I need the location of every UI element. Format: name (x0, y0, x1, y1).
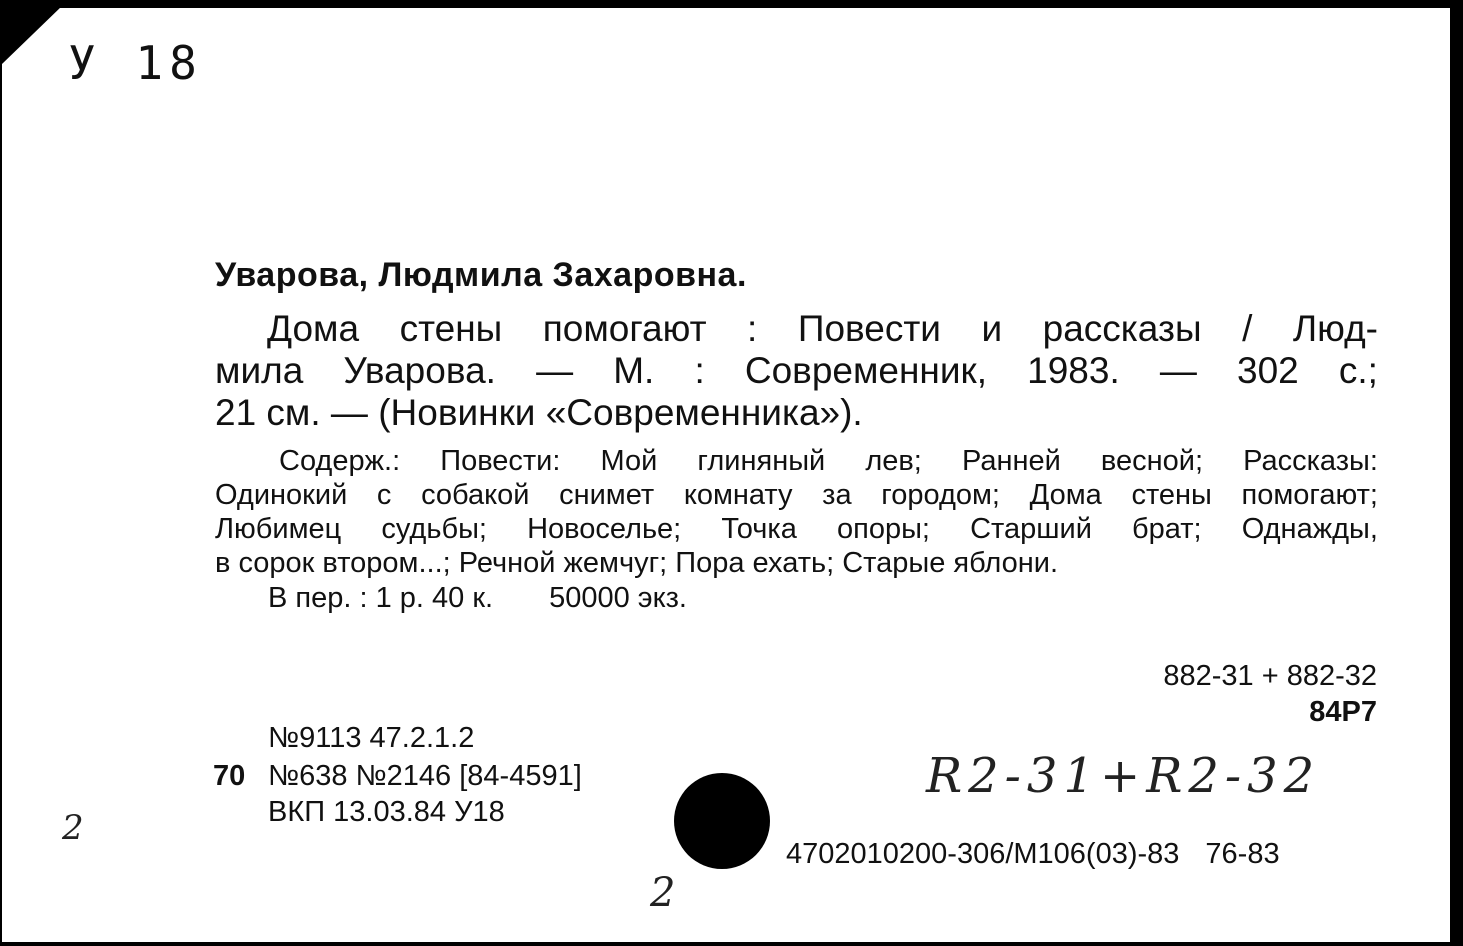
contents-word: весной; (1100, 445, 1203, 477)
price-binding: В пер. : 1 р. 40 к. (268, 582, 494, 614)
title-word: Дома (267, 308, 360, 349)
title-word: стены (399, 308, 503, 349)
contents-word: Содерж.: (279, 445, 401, 477)
contents-word: Рассказы: (1243, 445, 1378, 477)
contents-word: в сорок втором...; Речной жемчуг; Пора ехать; Старые яблони. (215, 547, 1059, 579)
title-word: рассказы (1042, 308, 1202, 349)
number-line-2: №638 №2146 [84-4591] (268, 760, 582, 792)
handwritten-page-number: 2 (650, 870, 676, 916)
title-word: : (694, 350, 705, 391)
contents-line-4 (215, 546, 1378, 580)
title-line-3 (215, 392, 1378, 434)
contents-word: Повести: (440, 445, 561, 477)
title-line-1 (215, 308, 1378, 350)
contents-block (215, 444, 1378, 580)
print-run: 50000 экз. (549, 582, 687, 614)
index-main: 882-31 + 882-32 (1163, 660, 1377, 692)
contents-word: лев; (865, 445, 922, 477)
title-word: / (1242, 308, 1253, 349)
contents-word: Точка (721, 513, 797, 545)
title-line-2 (215, 350, 1378, 392)
contents-word: собакой (421, 479, 530, 511)
contents-word: глиняный (697, 445, 826, 477)
contents-line-3 (215, 512, 1378, 546)
contents-word: Одинокий (215, 479, 348, 511)
number-prefix: 70 (213, 760, 246, 792)
isbn-code: 4702010200-306/М106(03)-83 (786, 838, 1180, 870)
contents-word: Новоселье; (527, 513, 682, 545)
isbn-suffix: 76-83 (1205, 838, 1280, 870)
title-word: Уварова. (343, 350, 496, 391)
title-word: и (981, 308, 1003, 349)
contents-word: с (376, 479, 392, 511)
title-word: с.; (1338, 350, 1378, 391)
title-block (215, 308, 1378, 434)
title-word: мила (215, 350, 304, 391)
contents-word: Однажды, (1241, 513, 1378, 545)
contents-word: комнату (683, 479, 793, 511)
contents-word: Ранней (961, 445, 1061, 477)
title-word: — (536, 350, 574, 391)
author-heading: Уварова, Людмила Захаровна. (215, 256, 747, 294)
contents-word: Дома (1029, 479, 1102, 511)
contents-word: брат; (1132, 513, 1202, 545)
number-line-1: №9113 47.2.1.2 (268, 722, 475, 754)
contents-word: снимет (559, 479, 655, 511)
contents-word: стены (1131, 479, 1212, 511)
contents-word: за (822, 479, 852, 511)
contents-word: городом; (881, 479, 1000, 511)
isbn-line (786, 838, 1280, 871)
contents-word: помогают; (1241, 479, 1378, 511)
contents-line-2 (215, 478, 1378, 512)
hole-punch (674, 773, 770, 869)
number-line-3: ВКП 13.03.84 У18 (268, 796, 505, 828)
title-word: помогают (542, 308, 707, 349)
title-word: Люд- (1292, 308, 1378, 349)
handwritten-index: R2-31+R2-32 (926, 748, 1321, 804)
price-line (268, 582, 743, 615)
title-word: 1983. (1027, 350, 1120, 391)
index-code: 84Р7 (1309, 696, 1377, 728)
contents-word: опоры; (836, 513, 930, 545)
title-word: 21 см. — (Новинки «Современника»). (215, 392, 863, 433)
contents-word: Мой (600, 445, 658, 477)
shelf-mark: У 18 (68, 36, 203, 90)
title-word: Современник, (744, 350, 988, 391)
contents-word: Старший (970, 513, 1092, 545)
title-word: Повести (797, 308, 941, 349)
title-word: 302 (1237, 350, 1299, 391)
handwritten-margin-mark: 2 (62, 808, 84, 848)
contents-word: Любимец (215, 513, 342, 545)
title-word: : (747, 308, 758, 349)
contents-word: судьбы; (381, 513, 487, 545)
title-word: М. (613, 350, 655, 391)
title-word: — (1159, 350, 1197, 391)
contents-line-1 (215, 444, 1378, 478)
